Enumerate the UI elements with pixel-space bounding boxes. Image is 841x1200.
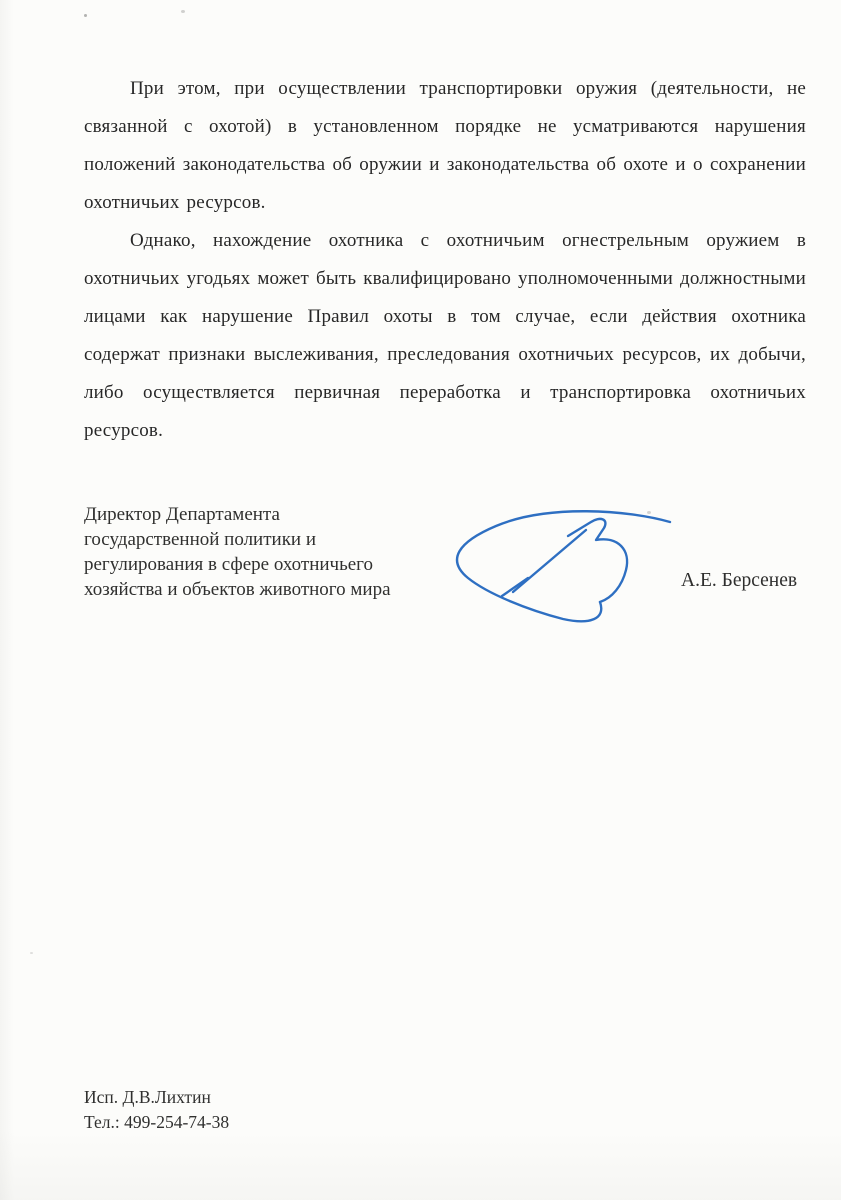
phone-line: Тел.: 499-254-74-38 (84, 1112, 230, 1132)
signer-title-line-3: регулирования в сфере охотничьего (84, 554, 373, 575)
scan-speck (647, 511, 651, 514)
signer-name: А.Е. Берсенев (681, 570, 798, 591)
signer-title-line-2: государственной политики и (84, 529, 317, 550)
paragraph-2: Однако, нахождение охотника с охотничьим огнестрельным оружием в охотничьих угодьях может быть квалифицировано уполномоченными должностными лицами как нарушение Правил охоты в том случае, если действия охотника содержат признаки выслеживания, преследования охотничьих ресурсов, их добычи, либо осуществляется первичная переработка и транспортировка охотничьих ресурсов. (84, 230, 806, 441)
scan-speck (30, 952, 33, 954)
paragraph-1: При этом, при осуществлении транспортировки оружия (деятельности, не связанной с охотой) в установленном порядке не усматриваются нарушения положений законодательства об оружии и законодательства об охоте и о сохранении охотничьих ресурсов. (84, 78, 806, 213)
signer-title-line-1: Директор Департамента (84, 504, 280, 525)
contact-footer (84, 1085, 229, 1135)
scan-speck (84, 14, 87, 17)
letter-body (84, 70, 806, 450)
executor-line: Исп. Д.В.Лихтин (84, 1087, 211, 1107)
handwritten-signature (428, 492, 673, 632)
signer-title-line-4: хозяйства и объектов животного мира (84, 579, 391, 600)
signer-title (84, 502, 444, 602)
scan-speck (181, 10, 185, 13)
